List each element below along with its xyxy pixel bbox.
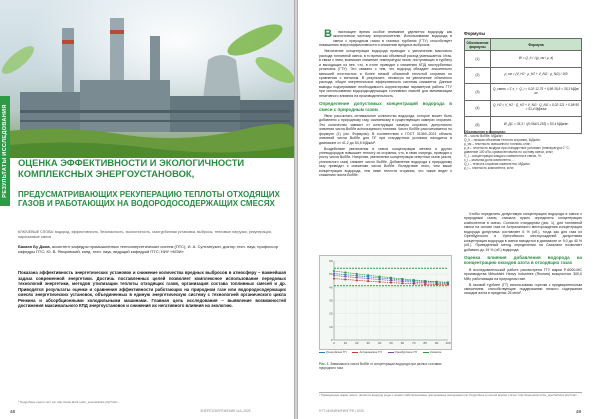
paragraph: Чтобы определить допустимую концентрацию водорода в смеси с природным газом, сначала нужно определить концентрацию компонентов в смеси. Согласно стандартам (рис. 1), для топливной смеси на основе газа из Астраханского месторождения концентрация водорода допустима составляет 6 % (об.), тогда как для газа из Оренбургского и Уренгойского месторождений допустимая концентрация водорода в смеси находится в диапазоне от 9,0 до 40 % (об.). Приведенный метод определения на Сахалине позволяет добавить до 19 % (об.) водорода.: [464, 212, 582, 252]
right-column-2: [464, 212, 582, 297]
legend-swatch: [423, 352, 429, 353]
legend-label: Сахалин: [429, 350, 442, 354]
formula-legend: [464, 130, 582, 170]
formula-expression: W_ДС = 35,3 / √(0,564/1,293) = 53,4 МДж/м³: [491, 117, 582, 134]
formula-number: (2): [465, 67, 491, 84]
table-row: [465, 100, 582, 117]
page-number-right: 49: [576, 409, 582, 414]
formula-legend-line: ρ_см – плотность смешанного топлива, кг/м³;: [464, 142, 532, 146]
y-tick-label: 40: [329, 285, 333, 290]
y-tick-label: 10: [329, 324, 333, 329]
formula-legend-line: Q_i – теплота сгорания компонента, МДж/м³;: [464, 162, 531, 166]
data-point: [390, 282, 392, 284]
data-point: [333, 275, 335, 277]
x-tick-label: 70: [412, 341, 416, 345]
x-tick-label: 50: [389, 341, 393, 345]
x-tick-label: 20: [355, 341, 359, 345]
x-tick-label: 80: [423, 341, 427, 345]
data-point: [367, 280, 369, 282]
data-point: [356, 279, 358, 281]
legend-swatch: [388, 352, 394, 353]
x-tick-label: 10: [343, 341, 348, 345]
y-tick-label: 60: [329, 259, 333, 263]
data-point: [424, 282, 426, 284]
left-page: [0, 0, 294, 419]
section-heading: Оценка влияния добавления водорода на концентрацию оксидов азота в отходящих газах: [464, 255, 582, 266]
right-column-1: [319, 30, 452, 179]
article-subtitle: ПРЕДУСМАТРИВАЮЩИХ РЕКУПЕРАЦИЮ ТЕПЛОТЫ ОТХОДЯЩИХ ГАЗОВ И РАБОТАЮЩИХ НА ВОДОРОДОСОДЕРЖАЩИХ СМЕСЯХ: [18, 190, 280, 208]
data-point: [333, 270, 335, 272]
table-row: [465, 51, 582, 68]
formula-legend-line: ρ_в – плотность воздуха при стандартных условиях (температура 0 °C, давление 100 кПа, кривая величина по составу смеси, кг/м³;: [464, 146, 570, 154]
data-point: [402, 280, 404, 282]
article-keywords: КЛЮЧЕВЫЕ СЛОВА: водород, эффективность, безопасность, экологичность, газотурбинная установка, выбросы, тепловые нагрузки, рекуперация, парогазовые смеси: [18, 230, 272, 239]
legend-item: [388, 350, 417, 354]
formula-number: (3): [465, 84, 491, 101]
data-point: [390, 277, 392, 279]
chart-legend: [319, 350, 452, 354]
author-name: Бакаев Бу Джиа,: [18, 244, 51, 249]
paragraph: Явно рассчитать оптимальное количество водорода, которое может быть добавлено к природному газу, сжигаемому в существующих камерах сгорания. Это количество зависит от конструкции камеры сгорания, допустимого значения числа Воббе используемого топлива. Число Воббе рассчитывается по формуле (1) (см. Формулы). В соответствии с ГОСТ 31369–2021 область значений числа Воббе для ПГ при стандартных условиях находится в диапазоне от 41,2 до 54,5 МДж/м³.: [319, 113, 452, 145]
y-tick-label: 20: [329, 311, 333, 316]
formula-legend-line: Q_h – низшая объемная теплота сгорания, МДж/м³;: [464, 138, 541, 142]
data-point: [333, 278, 335, 280]
table-row: [465, 67, 582, 84]
right-footnote: ¹ Приведенные марки газа Н. является водород роды и пламя стабилизированы повторяемым экспериментом. Подробнее в полной версии статьи: http://www.abok.ru/for_spec/articles.php?nid=...: [319, 392, 582, 398]
data-point: [356, 273, 358, 275]
table-header-cell: Формула: [491, 39, 582, 51]
data-point: [379, 279, 381, 281]
running-head-left: ЭНЕРГОСБЕРЕЖЕНИЕ №4–2025: [200, 409, 251, 413]
article-abstract: Показана эффективность энергетических установок и снижение количества вредных выбросов в атмосферу – важнейшая задача современной энергетики. Достичь поставленных целей позволяет комплексное использование передовых технологий энергетики, методов утилизации теплоты отходящих газов, организация состава топливных смесей и др. Приводятся результаты оценки и сравнения эффективности работающих на природном газе или водородосодержащих смесях энергетических установок, объединенных в единую энергетическую систему с технологией органического цикла Ренкина и абсорбционными холодильными машинами. Главная цель исследования – выявление возможностей достижения максимального КПД энергоустановок и снижения их негативного влияния на экологию.: [18, 270, 286, 309]
formula-expression: W = Q_h / √(ρ_см / ρ_в): [491, 51, 582, 68]
formula-table: [464, 38, 582, 134]
data-point: [345, 276, 347, 278]
data-point: [436, 282, 438, 284]
legend-item: [352, 350, 381, 354]
x-tick-label: 100: [445, 341, 451, 345]
section-label: РЕЗУЛЬТАТЫ ИССЛЕДОВАНИЯ: [2, 104, 8, 198]
data-point: [356, 275, 358, 277]
data-point: [367, 274, 369, 276]
data-point: [379, 281, 381, 283]
x-tick-label: 90: [434, 341, 439, 345]
y-tick-label: 0: [330, 338, 333, 342]
right-page: [298, 0, 593, 419]
data-point: [390, 280, 392, 282]
data-point: [345, 279, 347, 281]
data-point: [345, 272, 347, 274]
formula-number: (4): [465, 100, 491, 117]
y-tick-label: 30: [329, 298, 333, 303]
formula-expression: Q_смесь = Σ x_i · Q_i = 0,02·12,75 + 0,98·35,8 = 35,3 МДж/м³: [491, 84, 582, 101]
x-tick-label: 0: [333, 341, 335, 345]
formula-legend-line: W – число Воббе, МДж/м³;: [464, 134, 504, 138]
x-tick-label: 60: [400, 341, 405, 345]
legend-swatch: [319, 352, 325, 353]
figure-caption: [319, 362, 452, 370]
data-point: [379, 276, 381, 278]
formula-expression: Q_H2 = V_H2 · Q_H2 + V_NG · Q_NG = 0,02·121 + 0,98·50 = 51,4 МДж/кг: [491, 100, 582, 117]
paragraph: В исследовательской работе рассмотрена ГТУ марки Р-6000-МС производства Mitsubishi Heavy Industries (Япония) мощностью 300,0 МВт, работающая на природном газе.: [464, 267, 582, 281]
formula-legend-line: x_i – мольная доля компонента, ...: [464, 158, 516, 162]
data-point: [413, 283, 415, 285]
data-point: [402, 282, 404, 284]
legend-label: Оренбургское ГП: [394, 350, 417, 354]
legend-item: [319, 350, 346, 354]
figure-caption-text: Зависимость числа Воббе от концентрации водорода при разных составах природного газа: [319, 362, 442, 370]
table-row: [465, 84, 582, 101]
legend-swatch: [352, 352, 358, 353]
data-point: [447, 281, 449, 283]
formula-expression: ρ_см = (V_H2 · ρ_H2 + V_NG · ρ_NG) / 100: [491, 67, 582, 84]
data-point: [367, 276, 369, 278]
formulas-heading: Формулы: [464, 31, 486, 36]
formula-number: (5): [465, 117, 491, 134]
data-point: [413, 281, 415, 283]
data-point: [413, 279, 415, 281]
legend-label: Астраханское ГП: [359, 350, 382, 354]
table-header-cell: Обозначение формулы: [466, 40, 489, 49]
plant-illustration: [0, 0, 294, 158]
legend-label: Уренгойское ГП: [326, 350, 347, 354]
chart-plot: [320, 256, 453, 351]
paragraph: Увеличение концентрации водорода приводит к увеличению массового расхода топливной смеси, в то время как объемный расход уменьшается. Итак, в связи с этим, возникает снижение температуры газов, поступающих в турбину и выходящих из нее, что, в итоге приводит к снижению КПД газотурбинных установок (ГТУ). Это связано с тем, что водород обладает значительно меньшей плотностью и более низкой объемной теплотой сгорания по сравнению с метаном. В результате, несмотря на увеличение объемного расхода, общее энергетическое эффективность системы снижается. Данные выводы подчеркивают необходимость корректировки параметров работы ГТУ при использовании водородсодержащих топливных смесей для минимизации негативного влияния на производительность.: [319, 49, 452, 98]
y-tick-label: 50: [329, 272, 333, 277]
data-point: [424, 280, 426, 282]
data-point: [333, 273, 335, 275]
paragraph: Внастоящее время особое внимание уделяется водороду как экологически чистому энергоносителю. Использование водорода в смеси с природным газом в газовых турбинах (ГТУ) способствует повышению энергоэффективности и снижению вредных выбросов.: [319, 28, 452, 48]
formula-legend-title: Обозначения в формулах:: [464, 130, 506, 134]
running-head-right: НТТ-ИНЖИНИРИНГ.РФ | 2025: [319, 409, 364, 413]
x-tick-label: 40: [377, 341, 382, 345]
legend-item: [423, 350, 441, 354]
left-footnote: * Подробнее пресс-тест на: http://www.abok.ru/for_spec/articles.php?nid=...: [18, 400, 121, 404]
paragraph: Воздействие увеличения в смеси концентрации метана и других углеводородов повышает теплоту их сгорания, что, в свою очередь, приводит к росту числа Воббе. Напротив, увеличение концентрации инертных газов (азота, углекислого газа) снижает число Воббе. Добавление водорода к природному газу приводит к снижению числа Воббе. Вследствие этого, чем выше концентрация водорода, тем ниже теплота сгорания, что также ведет к снижению числа Воббе.: [319, 146, 452, 178]
figure-number: Рис. 1.: [319, 362, 330, 366]
page-number-left: 48: [10, 409, 16, 414]
wobbe-index-chart: [319, 255, 452, 350]
formula-number: (1): [465, 51, 491, 68]
paragraph: В газовой турбине (ГТ) использованы горелки с предварительным смешением, способствующие поддержанию низкого содержания оксидов азота в пределах 25 мг/м³.: [464, 282, 582, 296]
formula-legend-line: V_i – концентрация каждого компонента в смеси, %;: [464, 154, 542, 158]
data-point: [436, 281, 438, 283]
section-heading: Определение допустимых концентраций водорода в смеси с природным газом: [319, 101, 452, 112]
formula-legend-line: ρ_i – плотность компонента, кг/м³: [464, 166, 514, 170]
article-authors: [18, 244, 286, 254]
data-point: [345, 274, 347, 276]
table-header-row: [465, 39, 582, 51]
x-tick-label: 30: [366, 341, 370, 345]
author-details: ассистент кафедры промышленных теплоэнергетических систем (ПТС); И. А. Султангузин, доктор техн. наук, профессор кафедры ПТС; Ю. В. Яворовский, канд. техн. наук, ведущий кафедрой ПТС; НИУ «МЭИ»: [18, 244, 278, 254]
header-photo-industrial-plant: [0, 0, 294, 158]
data-point: [402, 278, 404, 280]
data-point: [356, 277, 358, 279]
article-title: ОЦЕНКА ЭФФЕКТИВНОСТИ И ЭКОЛОГИЧНОСТИ КОМПЛЕКСНЫХ ЭНЕРГОУСТАНОВОК,: [18, 157, 245, 179]
data-point: [367, 278, 369, 280]
